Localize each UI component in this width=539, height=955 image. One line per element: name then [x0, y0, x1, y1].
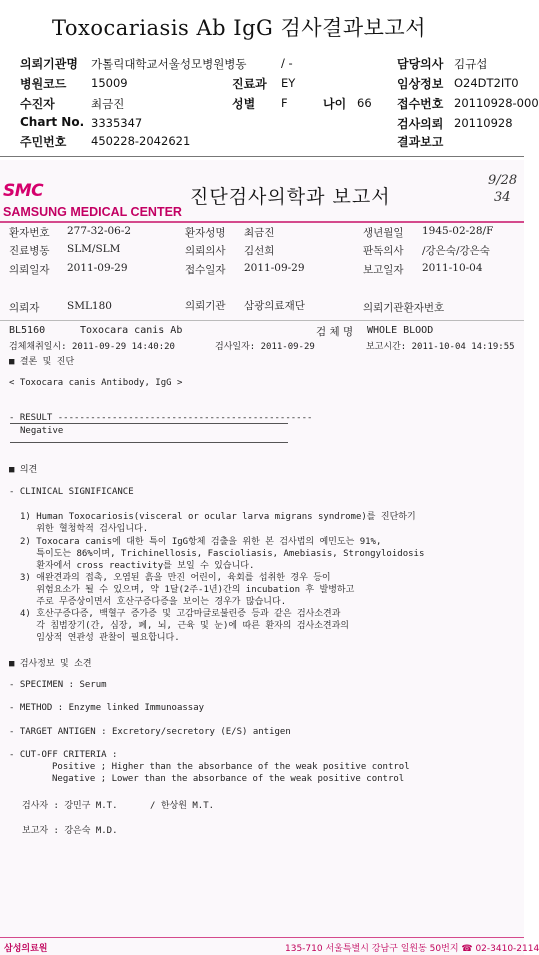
value-specimen-name: WHOLE BLOOD	[367, 325, 434, 336]
header-divider	[0, 156, 524, 157]
result-underline	[10, 423, 288, 424]
label-resident-no: 주민번호	[20, 135, 67, 149]
label-doctor: 담당의사	[397, 57, 444, 71]
label-specimen-name: 검 체 명	[316, 326, 354, 338]
value-chart-no: 3335347	[91, 116, 143, 130]
clinical-line: 위험요소가 될 수 있으며, 약 1달(2주-1년)간의 incubation 후 발병하고	[20, 585, 355, 595]
label-ward: 진료병동	[9, 245, 50, 257]
report-time: 보고시간: 2011-10-04 14:19:55	[366, 342, 515, 352]
patient-block-rule	[0, 320, 524, 321]
clinical-significance-label: - CLINICAL SIGNIFICANCE	[9, 487, 134, 497]
handwritten-date: 9/28	[488, 173, 518, 188]
result-value: Negative	[20, 426, 64, 436]
result-bottom-line	[10, 442, 288, 443]
handwritten-number: 34	[494, 190, 511, 205]
label-request-date: 검사의뢰	[397, 117, 444, 131]
label-recv-date: 접수일자	[185, 264, 226, 276]
value-institution: 가톨릭대학교서울성모병원병동	[91, 57, 247, 71]
value-ward: / -	[281, 56, 293, 70]
test-name: Toxocara canis Ab	[80, 325, 183, 336]
value-reader: /강은숙/강은숙	[422, 245, 490, 257]
value-patient-no: 277-32-06-2	[67, 225, 132, 237]
specimen-line: - SPECIMEN : Serum	[9, 680, 107, 690]
value-age: 66	[357, 96, 372, 110]
value-req-doctor: 김선희	[244, 245, 275, 257]
clinical-line: 특이도는 86%이며, Trichinellosis, Fascioliasis, Amebiasis, Strongyloidosis	[20, 549, 425, 559]
clinical-line: 주로 무증상이면서 호산구증다증을 보이는 경우가 많습니다.	[20, 597, 287, 607]
label-clinical-info: 임상정보	[397, 77, 444, 91]
label-req-date: 의뢰일자	[9, 264, 50, 276]
target-antigen-line: - TARGET ANTIGEN : Excretory/secretory (E/S) antigen	[9, 727, 291, 737]
label-age: 나이	[323, 97, 347, 111]
label-chart-no: Chart No.	[20, 115, 85, 129]
value-request-date: 20110928	[454, 116, 513, 130]
label-requester: 의뢰자	[9, 302, 40, 314]
label-result-report: 결과보고	[397, 135, 444, 149]
value-doctor: 김규섭	[454, 57, 488, 71]
label-patient-name: 환자성명	[185, 227, 226, 239]
cutoff-negative: Negative ; Lower than the absorbance of the weak positive control	[52, 774, 405, 784]
collect-time: 검체채취일시: 2011-09-29 14:40:20	[9, 342, 175, 352]
method-line: - METHOD : Enzyme linked Immunoassay	[9, 703, 205, 713]
label-patient-no: 환자번호	[9, 227, 50, 239]
footer-rule	[0, 937, 524, 938]
smc-logo: SMC	[3, 181, 44, 201]
value-patient: 최금진	[91, 97, 125, 111]
document-title: Toxocariasis Ab IgG 검사결과보고서	[52, 16, 426, 40]
label-hospital-code: 병원코드	[20, 77, 67, 91]
section-result-heading: ■ 결론 및 진단	[9, 357, 75, 367]
value-institution-report: 삼광의료재단	[244, 300, 305, 312]
label-sex: 성별	[232, 97, 256, 111]
cutoff-criteria-line: - CUT-OFF CRITERIA :	[9, 750, 118, 760]
report-title: 진단검사의학과 보고서	[190, 186, 391, 208]
clinical-line: 각 침범장기(간, 심장, 폐, 뇌, 근육 및 눈)에 따른 환자의 검사소견과의	[20, 621, 349, 631]
section-info-heading: ■ 검사정보 및 소견	[9, 659, 92, 669]
label-report-date: 보고일자	[363, 264, 404, 276]
value-dob: 1945-02-28/F	[422, 225, 494, 237]
value-ward-report: SLM/SLM	[67, 243, 121, 255]
value-recv-date: 2011-09-29	[244, 262, 305, 274]
clinical-line: 임상적 연관성 관찰이 필요합니다.	[20, 633, 180, 643]
footer-address: 135-710 서울특별시 강남구 일원동 50번지 ☎ 02-3410-2114	[285, 944, 539, 954]
result-label: - RESULT -----------------------------------------------	[9, 413, 313, 423]
label-reader: 판독의사	[363, 245, 404, 257]
clinical-line: 2) Toxocara canis에 대한 특이 IgG항체 검출을 위한 본 검사법의 예민도는 91%,	[20, 537, 382, 547]
label-receipt-no: 접수번호	[397, 97, 444, 111]
clinical-line: 1) Human Toxocariosis(visceral or ocular larva migrans syndrome)를 진단하기	[20, 512, 416, 522]
value-patient-name: 최금진	[244, 227, 275, 239]
report-top-rule	[0, 221, 524, 223]
value-resident-no: 450228-2042621	[91, 134, 191, 148]
value-sex: F	[281, 96, 288, 110]
antibody-line: < Toxocara canis Antibody, IgG >	[9, 378, 183, 388]
section-opinion-heading: ■ 의견	[9, 465, 38, 475]
label-inst-patient-no: 의뢰기관환자번호	[363, 302, 445, 314]
test-date: 검사일자: 2011-09-29	[215, 342, 315, 352]
tester-line: 검사자 : 강민구 M.T. / 한상원 M.T.	[22, 801, 215, 811]
label-institution: 의뢰기관명	[20, 57, 78, 71]
label-dept: 진료과	[232, 77, 267, 91]
value-requester: SML180	[67, 300, 112, 312]
value-receipt-no: 20110928-000	[454, 96, 539, 110]
value-req-date: 2011-09-29	[67, 262, 128, 274]
value-dept: EY	[281, 76, 296, 90]
value-hospital-code: 15009	[91, 76, 128, 90]
test-code: BL5160	[9, 325, 46, 336]
reporter-line: 보고자 : 강은숙 M.D.	[22, 826, 118, 836]
clinical-line: 3) 애완견과의 접촉, 오염된 흙을 만진 어린이, 육회를 섭취한 경우 등이	[20, 573, 331, 583]
value-report-date: 2011-10-04	[422, 262, 483, 274]
clinical-line: 환자에서 cross reactivity를 보일 수 있습니다.	[20, 561, 255, 571]
footer-hospital-name: 삼성의료원	[4, 944, 48, 954]
clinical-line: 위한 혈청학적 검사입니다.	[20, 524, 149, 534]
samsung-medical-center-logo: SAMSUNG MEDICAL CENTER	[3, 205, 182, 219]
label-req-doctor: 의뢰의사	[185, 245, 226, 257]
cutoff-positive: Positive ; Higher than the absorbance of the weak positive control	[52, 762, 410, 772]
label-dob: 생년월일	[363, 227, 404, 239]
label-patient: 수진자	[20, 97, 55, 111]
value-clinical-info: O24DT2IT0	[454, 76, 519, 90]
label-institution-report: 의뢰기관	[185, 300, 226, 312]
clinical-line: 4) 호산구증다증, 백혈구 증가증 및 고감마글로불린증 등과 같은 검사소견과	[20, 609, 341, 619]
